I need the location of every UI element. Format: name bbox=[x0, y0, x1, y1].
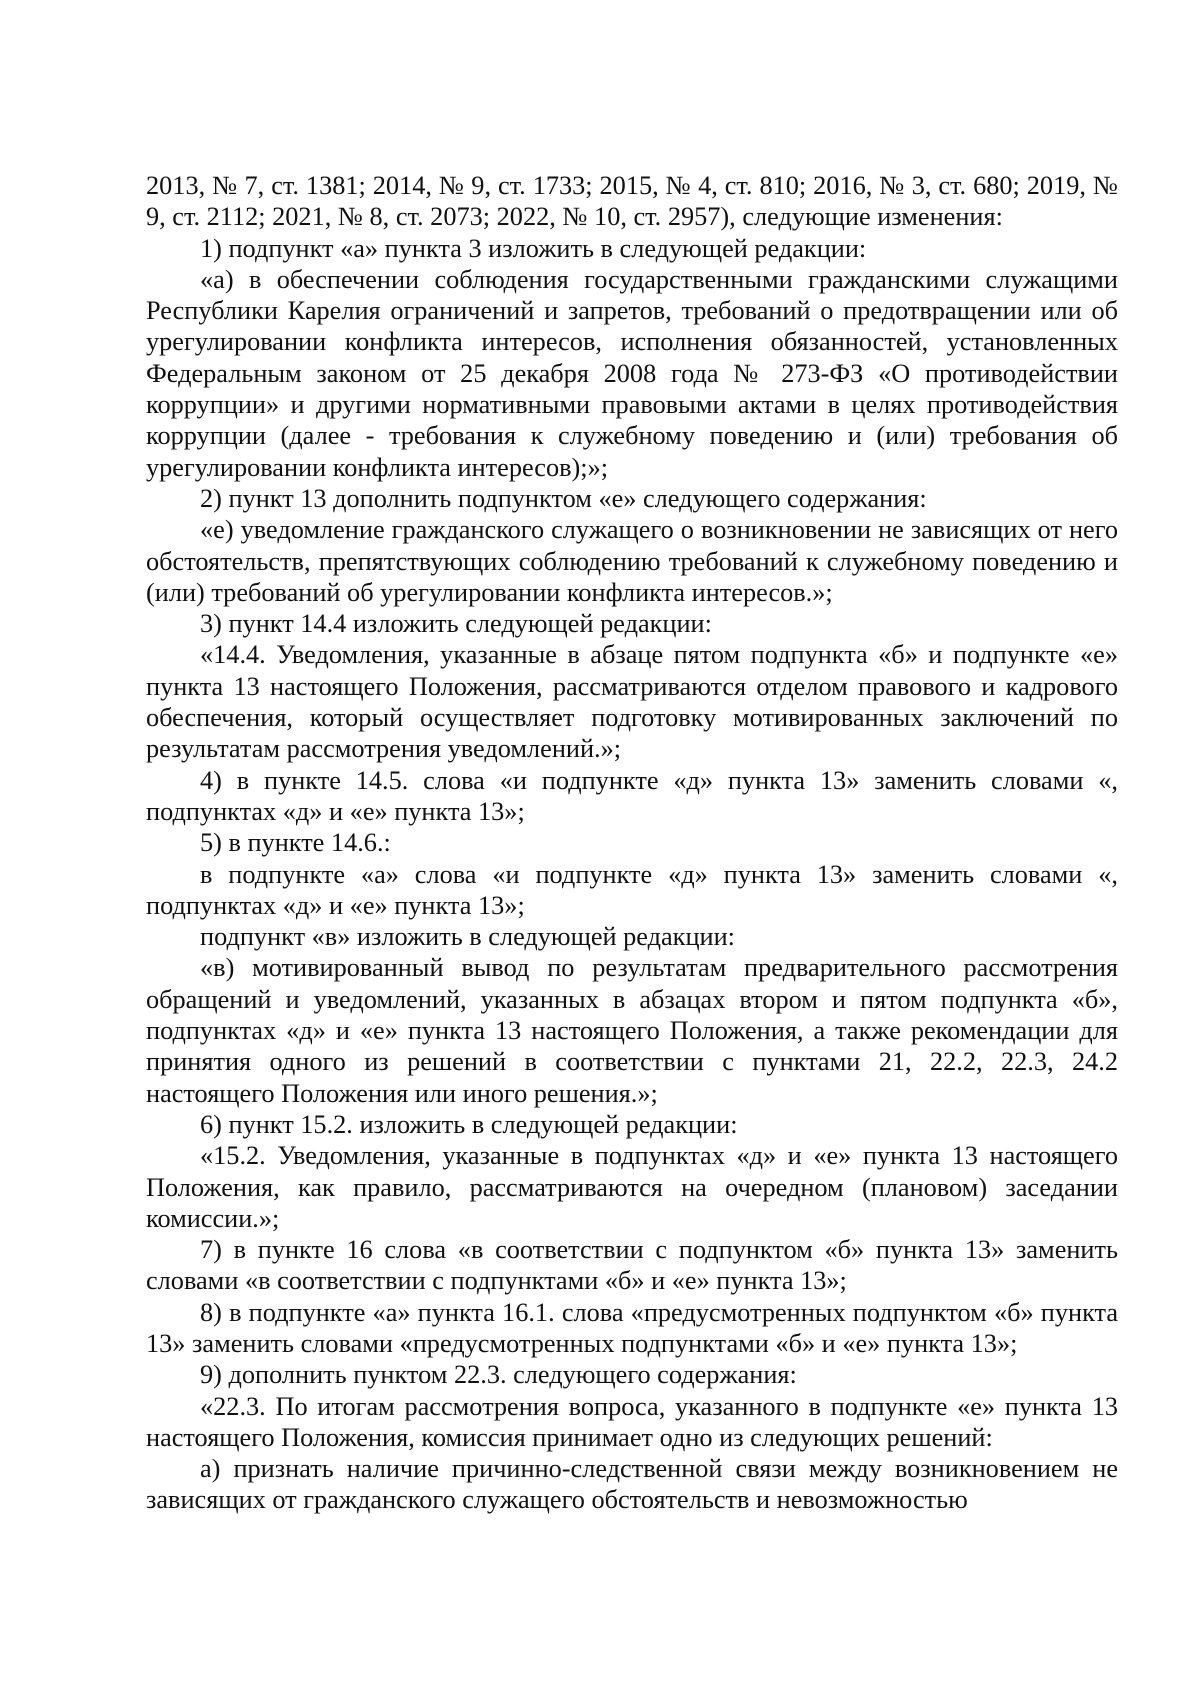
paragraph-item-8: 8) в подпункте «а» пункта 16.1. слова «предусмотренных подпунктом «б» пункта 13» заменить словами «предусмотренных подпунктами «б» и «е» пункта 13»; bbox=[146, 1297, 1118, 1358]
paragraph-item-3: 3) пункт 14.4 изложить следующей редакции: bbox=[200, 609, 712, 639]
paragraph-item-4: 4) в пункте 14.5. слова «и подпункте «д» пункта 13» заменить словами «, подпунктах «д» и «е» пункта 13»; bbox=[146, 765, 1118, 826]
paragraph-item-5-v: подпункт «в» изложить в следующей редакции: bbox=[200, 922, 735, 952]
paragraph-item-1: 1) подпункт «а» пункта 3 изложить в следующей редакции: bbox=[200, 233, 867, 263]
document-page bbox=[146, 170, 1118, 1516]
paragraph-continuation: 2013, № 7, ст. 1381; 2014, № 9, ст. 1733; 2015, № 4, ст. 810; 2016, № 3, ст. 680; 2019, № 9, ст. 2112; 2021, № 8, ст. 2073; 2022, № 10, ст. 2957), следующие изменения: bbox=[146, 171, 1118, 232]
paragraph-quote-22-3: «22.3. По итогам рассмотрения вопроса, указанного в подпункте «е» пункта 13 настоящего Положения, комиссия принимает одно из следующих решений: bbox=[146, 1391, 1118, 1452]
paragraph-item-5-a: в подпункте «а» слова «и подпункте «д» пункта 13» заменить словами «, подпунктах «д» и «е» пункта 13»; bbox=[146, 859, 1118, 920]
paragraph-item-5: 5) в пункте 14.6.: bbox=[200, 828, 391, 858]
paragraph-item-9: 9) дополнить пунктом 22.3. следующего содержания: bbox=[200, 1360, 797, 1390]
paragraph-sub-a: а) признать наличие причинно-следственной связи между возникновением не зависящих от гражданского служащего обстоятельств и невозможностью bbox=[146, 1454, 1118, 1515]
paragraph-quote-v: «в) мотивированный вывод по результатам предварительного рассмотрения обращений и уведомлений, указанных в абзацах втором и пятом подпункта «б», подпунктах «д» и «е» пункта 13 настоящего Положения, а также рекомендации для принятия одного из решений в соответствии с пунктами 21, 22.2, 22.3, 24.2 настоящего Положения или иного решения.»; bbox=[146, 953, 1118, 1108]
paragraph-quote-14-4: «14.4. Уведомления, указанные в абзаце пятом подпункта «б» и подпункте «е» пункта 13 настоящего Положения, рассматриваются отделом правового и кадрового обеспечения, который осуществляет подготовку мотивированных заключений по результатам рассмотрения уведомлений.»; bbox=[146, 640, 1118, 764]
paragraph-item-7: 7) в пункте 16 слова «в соответствии с подпунктом «б» пункта 13» заменить словами «в соответствии с подпунктами «б» и «е» пункта 13»; bbox=[146, 1235, 1118, 1296]
paragraph-item-6: 6) пункт 15.2. изложить в следующей редакции: bbox=[200, 1109, 738, 1139]
paragraph-quote-15-2: «15.2. Уведомления, указанные в подпунктах «д» и «е» пункта 13 настоящего Положения, как правило, рассматриваются на очередном (плановом) заседании комиссии.»; bbox=[146, 1141, 1118, 1233]
paragraph-quote-e: «е) уведомление гражданского служащего о возникновении не зависящих от него обстоятельств, препятствующих соблюдению требований к служебному поведению и (или) требований об урегулировании конфликта интересов.»; bbox=[146, 515, 1118, 607]
paragraph-quote-a: «а) в обеспечении соблюдения государственными гражданскими служащими Республики Карелия ограничений и запретов, требований о предотвращении или об урегулировании конфликта интересов, исполнения обязанностей, установленных Федеральным законом от 25 декабря 2008 года № 273-ФЗ «О противодействии коррупции» и другими нормативными правовыми актами в целях противодействия коррупции (далее - требования к служебному поведению и (или) требования об урегулировании конфликта интересов);»; bbox=[146, 264, 1118, 482]
paragraph-item-2: 2) пункт 13 дополнить подпунктом «е» следующего содержания: bbox=[200, 483, 927, 513]
